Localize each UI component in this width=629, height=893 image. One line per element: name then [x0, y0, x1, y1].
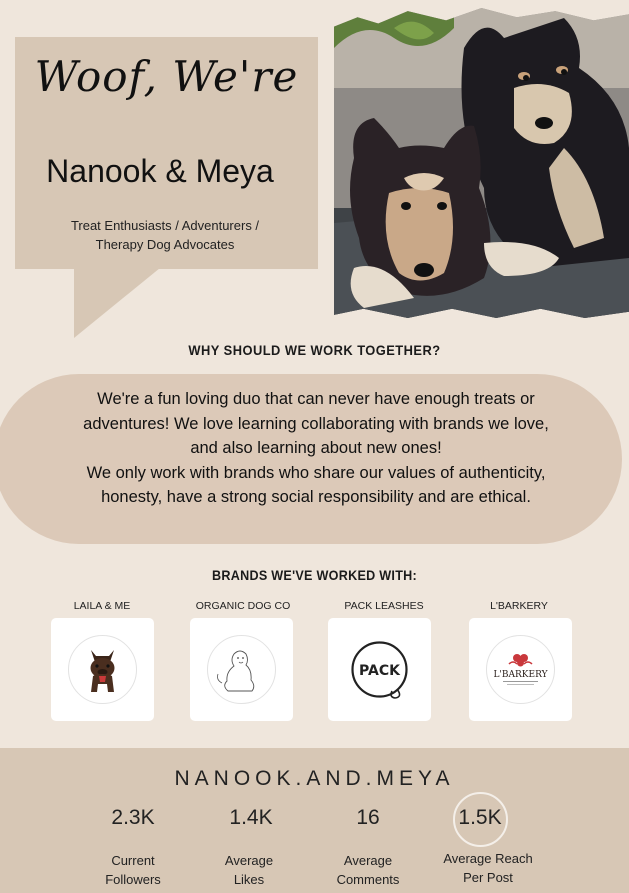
- pitch-line: honesty, have a strong social responsibility and are ethical.: [101, 488, 531, 506]
- brand-card-organic-dog-co[interactable]: [190, 618, 293, 721]
- stat-value-comments: 16: [356, 806, 380, 829]
- brand-name-laila-and-me: LAILA & ME: [73, 600, 131, 612]
- stat-value-likes: 1.4K: [229, 806, 273, 829]
- brand-card-laila-and-me[interactable]: [51, 618, 154, 721]
- brand-name-organic-dog-co: ORGANIC DOG CO: [195, 600, 291, 612]
- tagline: [45, 216, 285, 254]
- french-bulldog-logo-icon: [68, 635, 137, 704]
- barkery-logo-icon: [486, 635, 555, 704]
- tagline-line: Therapy Dog Advocates: [95, 237, 235, 252]
- pack-leash-logo-icon: [345, 635, 414, 704]
- speech-bubble-tail: [74, 268, 160, 338]
- dogs-photo: [334, 8, 629, 318]
- dogs-photo-illustration: [334, 8, 629, 318]
- brand-card-pack-leashes[interactable]: [328, 618, 431, 721]
- stat-label-line: Followers: [105, 872, 161, 887]
- stat-value-reach: 1.5K: [458, 806, 502, 829]
- barkery-logo-text: L'BARKERY: [493, 670, 548, 680]
- pitch-line: We're a fun loving duo that can never have enough treats or: [97, 390, 535, 408]
- pack-logo-text: PACK: [359, 663, 400, 679]
- stat-label-line: Comments: [336, 872, 400, 887]
- instagram-handle: NANOOK.AND.MEYA: [174, 767, 455, 790]
- greeting-heading: Woof, We're: [34, 52, 299, 101]
- brand-name-pack-leashes: PACK LEASHES: [344, 600, 424, 612]
- stat-label-comments: [308, 851, 428, 889]
- pitch-line: We only work with brands who share our values of authenticity,: [86, 463, 546, 482]
- dog-names-title: Nanook & Meya: [46, 153, 274, 189]
- stat-label-line: Per Post: [463, 870, 513, 885]
- brand-card-lbarkery[interactable]: [469, 618, 572, 721]
- stat-label-line: Average: [343, 853, 393, 868]
- stat-label-line: Likes: [233, 872, 265, 887]
- stat-label-likes: [189, 851, 309, 889]
- stat-label-line: Average Reach: [443, 851, 533, 866]
- pitch-paragraph: [20, 387, 612, 510]
- stat-value-followers: 2.3K: [111, 806, 155, 829]
- tagline-line: Treat Enthusiasts / Adventurers /: [70, 218, 260, 233]
- brand-name-lbarkery: L'BARKERY: [490, 600, 548, 612]
- pitch-line: and also learning about new ones!: [190, 439, 442, 457]
- stat-label-reach: [428, 849, 548, 887]
- brands-section-title: BRANDS WE'VE WORKED WITH:: [211, 567, 418, 583]
- stat-label-line: Current: [111, 853, 155, 868]
- why-section-title: WHY SHOULD WE WORK TOGETHER?: [188, 342, 441, 358]
- pitch-line: adventures! We love learning collaborating with brands we love,: [83, 414, 549, 433]
- stat-label-line: Average: [224, 853, 274, 868]
- stat-label-followers: [73, 851, 193, 889]
- sketched-dog-logo-icon: [207, 635, 276, 704]
